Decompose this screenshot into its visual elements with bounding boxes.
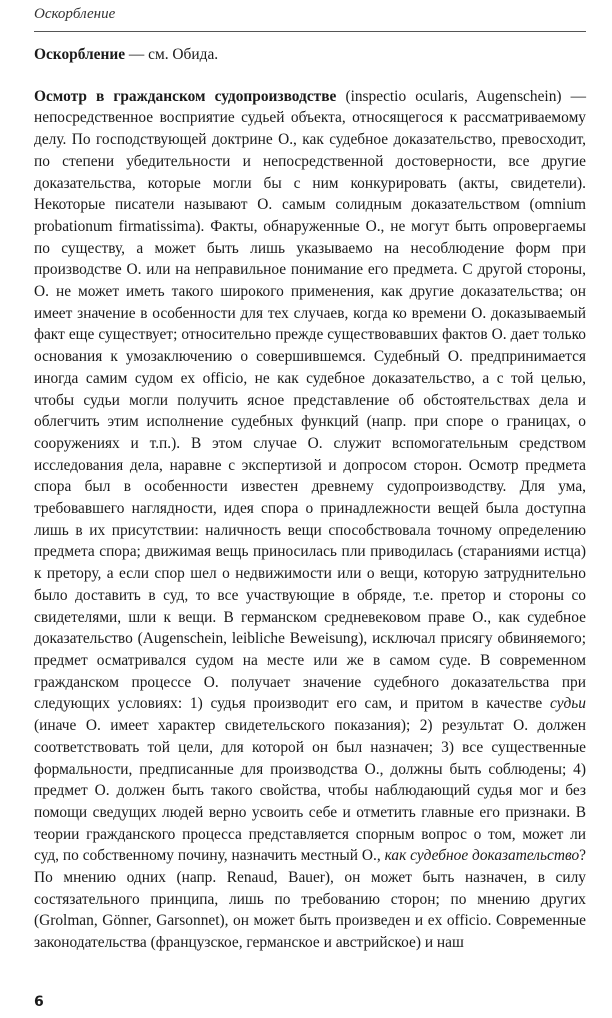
entry-term: Осмотр в гражданском судопроизводстве — [34, 87, 337, 105]
article-body — [34, 44, 586, 954]
entry-italic: судьи — [550, 695, 586, 713]
entry-italic: как судебное доказательство — [384, 847, 580, 865]
entry-text: — см. Обида. — [125, 46, 219, 63]
entry-inspection — [34, 86, 586, 954]
entry-text: ? По мнению одних (напр. Renaud, Bauer), он может быть назначен, в силу состязательного принципа, лишь по требованию сторон; по мнению других (Grolman, Gönner, Garsonnet), он может быть произведен и ex officio. Современные законодательства (французское, германское и австрийское) и наш — [34, 847, 586, 952]
entry-term: Оскорбление — [34, 46, 126, 63]
entry-text: (inspectio ocularis, Augenschein) — непосредственное восприятие судьей объекта, относящегося к рассматриваемому делу. По господствующей доктрине О., как судебное доказательство, превосходит, по степени убедительности и непосредственной достоверности, все другие доказательства, которые могли бы с ним конкурировать (акты, свидетели). Некоторые писатели называют О. самым солидным доказательством (omnium probationum firmatissima). Факты, обнаруженные О., не могут быть опровергаемы по существу, а может быть лишь указываемо на несоблюдение форм при производстве О. или на неправильное понимание его предмета. С другой стороны, О. не может иметь такого широкого применения, как другие доказательства; он имеет значение в особенности для тех случаев, когда ко времени О. доказываемый факт еще существует; относительно прежде существовавших фактов О. дает только основания к умозаключению о совершившемся. Судебный О. предпринимается иногда самим судом ex officio, не как судебное доказательство, а с той целью, чтобы судьи могли получить ясное представление об обстоятельствах дела и облегчить этим исполнение судебных функций (напр. при споре о границах, о сооружениях и т.п.). В этом случае О. служит вспомогательным средством исследования дела, наравне с экспертизой и допросом сторон. Осмотр предмета спора был в особенности известен древнему судопроизводству. Для ума, требовавшего наглядности, идея спора о принадлежности вещей была доступна лишь в их присутствии: наличность вещи способствовала точному определению предмета спора; движимая вещь приносилась пли приводилась (стараниями истца) к претору, а если спор шел о недвижимости или о вещи, которую затруднительно было доставить в суд, то все участвующие в обряде, т.е. претор и стороны со свидетелями, шли к вещи. В германском средневековом праве О., как судебное доказательство (Augenschein, leibliche Beweisung), исключал присягу обвиняемого; предмет осматривался судом на месте или же в самом суде. В современном гражданском процессе О. получает значение судебного доказательства при следующих условиях: 1) судья производит его сам, и притом в качестве — [34, 87, 586, 713]
page-number: 6 — [34, 994, 44, 1010]
entry-insult — [34, 44, 586, 66]
running-head: Оскорбление — [34, 6, 116, 22]
entry-text: (иначе О. имеет характер свидетельского показания); 2) результат О. должен соответствовать той цели, для которой он был назначен; 3) все существенные формальности, предписанные для производства О., должны быть соблюдены; 4) предмет О. должен быть такого свойства, чтобы наблюдающий судья мог и без помощи сведущих людей верно усвоить себе и отметить главные его признаки. В теории гражданского процесса представляется спорным вопрос о том, может ли суд, по собственному почину, назначить местный О., — [34, 717, 586, 865]
header-rule — [34, 31, 586, 32]
